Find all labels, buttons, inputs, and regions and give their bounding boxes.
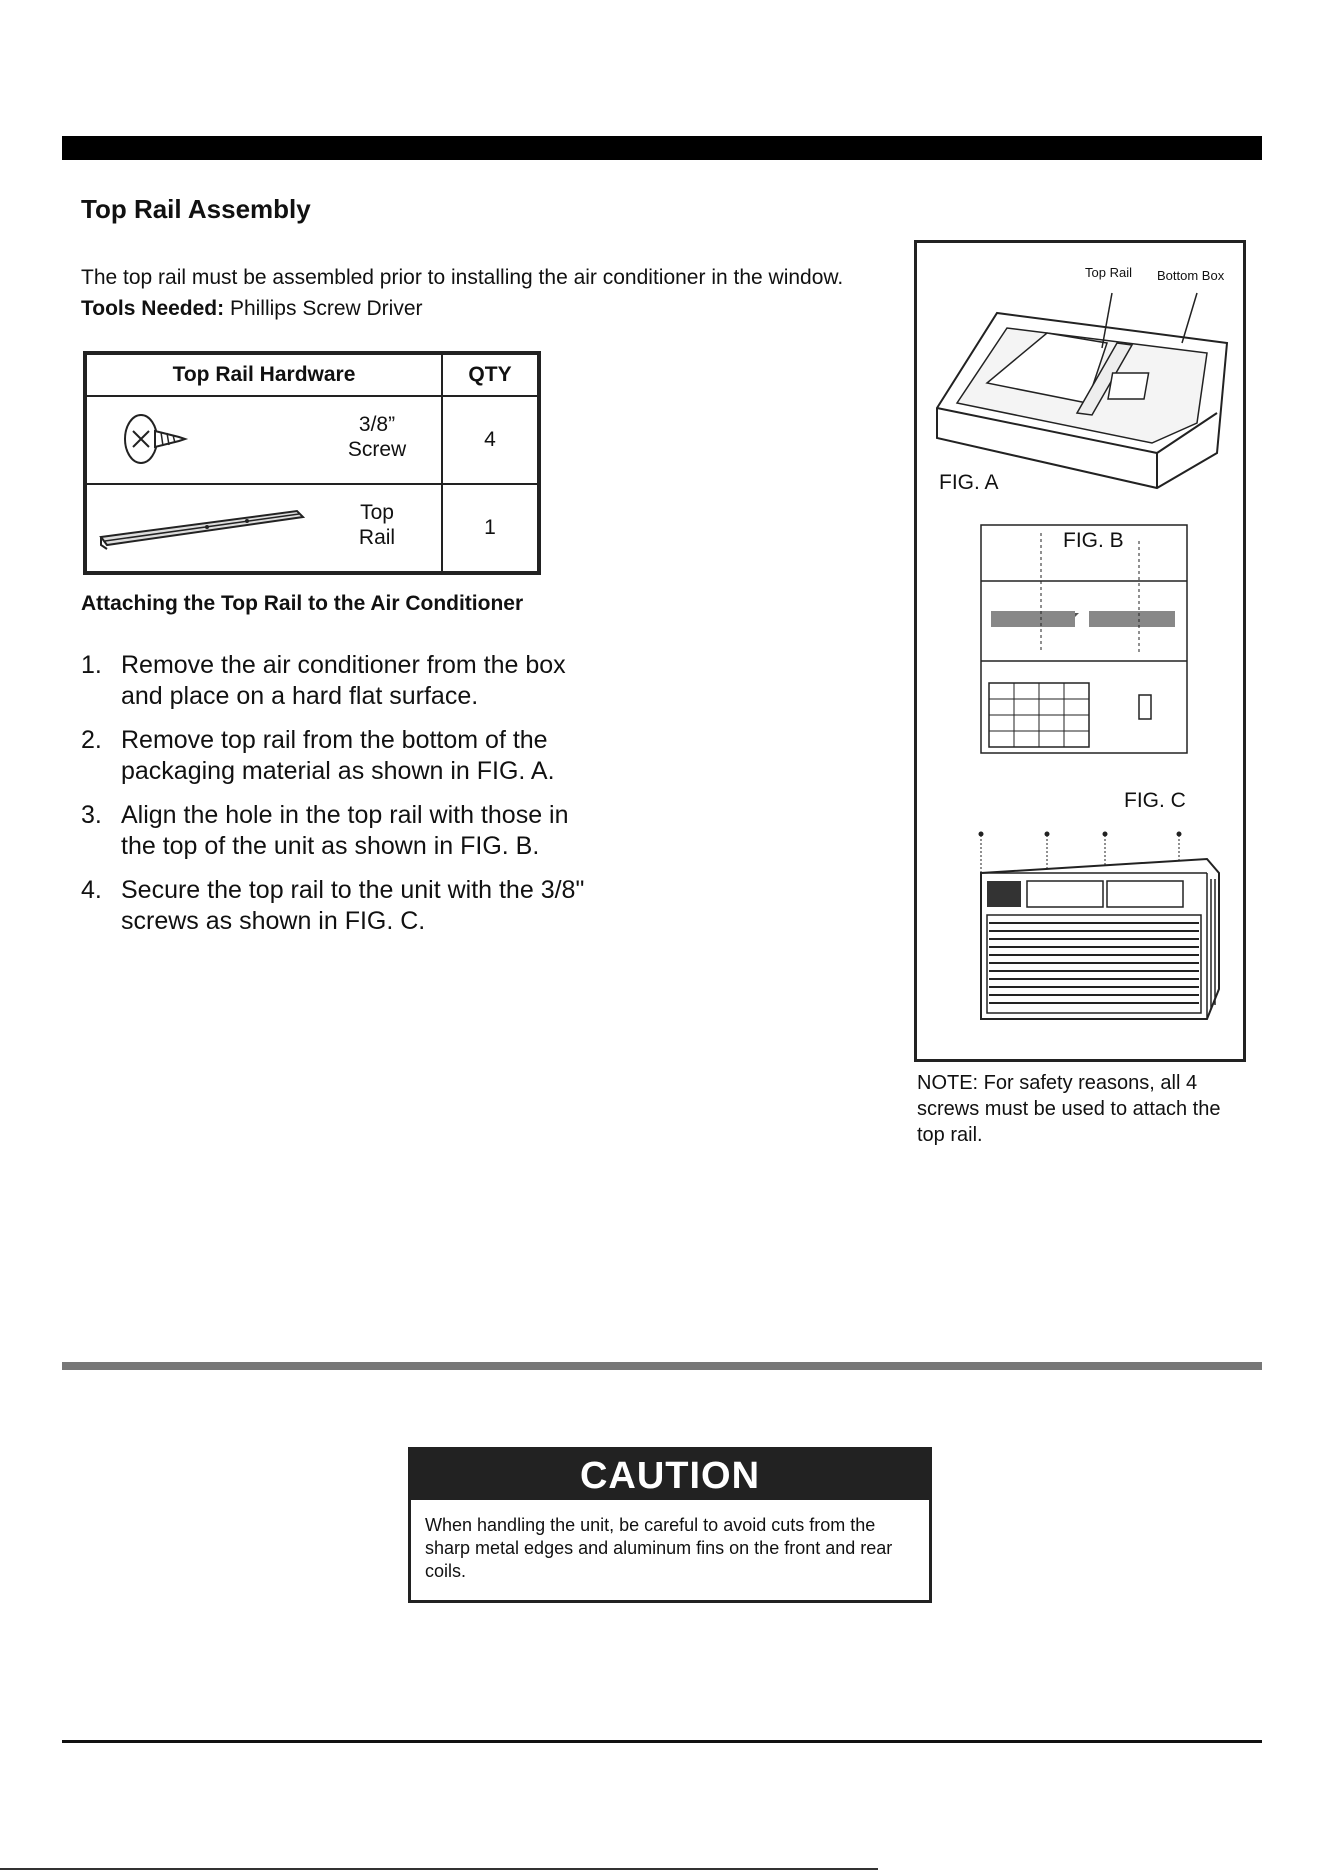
fig-b-label: FIG. B [1063,529,1124,552]
header-qty: QTY [442,353,539,396]
fig-b-illustration [979,523,1189,755]
caution-heading: CAUTION [411,1450,929,1500]
hardware-cell [85,396,442,484]
hardware-label [337,412,417,462]
step-line: and place on a hard flat surface. [121,682,479,710]
caution-box [408,1447,932,1603]
screw-icon [119,411,189,467]
list-item [81,800,641,862]
list-item [81,650,641,712]
qty-cell: 4 [442,396,539,484]
top-rail-icon [97,503,307,553]
hardware-cell [85,484,442,573]
table-row [85,484,539,573]
fig-a-label-box: Bottom Box [1157,268,1225,283]
step-number: 2. [81,726,102,754]
fig-a-label-rail: Top Rail [1085,265,1132,280]
header-bar [62,136,1262,160]
fig-a-label: FIG. A [939,471,999,494]
label-line: Screw [347,438,407,461]
subheading: Attaching the Top Rail to the Air Conditioner [81,592,524,615]
fig-c-label: FIG. C [1124,789,1186,812]
step-line: Secure the top rail to the unit with the 3/8" [121,876,585,904]
label-line: Rail [358,526,396,549]
section-title: Top Rail Assembly [81,194,311,224]
qty-cell: 1 [442,484,539,573]
step-line: Remove top rail from the bottom of the [121,726,548,754]
fig-a-illustration [927,263,1233,493]
tools-value: Phillips Screw Driver [224,297,423,320]
table-header-row [85,353,539,396]
step-line: Remove the air conditioner from the box [121,651,566,679]
caution-text: When handling the unit, be careful to avoid cuts from the sharp metal edges and aluminum fins on the front and rear coils. [425,1515,893,1581]
hardware-table [83,351,541,575]
step-line: Align the hole in the top rail with those in [121,801,569,829]
safety-note: NOTE: For safety reasons, all 4 screws must be used to attach the top rail. [917,1072,1221,1146]
intro-line: The top rail must be assembled prior to installing the air conditioner in the window. [81,266,844,289]
list-item [81,725,641,787]
steps-list [81,650,641,950]
label-line: Top [360,501,394,524]
step-line: screws as shown in FIG. C. [121,907,426,935]
intro-text [81,262,843,324]
step-number: 1. [81,651,102,679]
step-line: the top of the unit as shown in FIG. B. [121,832,540,860]
tools-needed [81,293,843,324]
step-number: 4. [81,876,102,904]
table-row [85,396,539,484]
footer-edge-line [0,1868,878,1870]
section-divider [62,1362,1262,1370]
step-line: packaging material as shown in FIG. A. [121,757,555,785]
hardware-label [337,500,417,550]
footer-rule [62,1740,1262,1743]
label-line: 3/8” [358,413,396,436]
figure-box [914,240,1246,1062]
header-item: Top Rail Hardware [85,353,442,396]
tools-label: Tools Needed: [81,297,225,320]
list-item [81,875,641,937]
fig-c-illustration [957,829,1227,1029]
step-number: 3. [81,801,102,829]
